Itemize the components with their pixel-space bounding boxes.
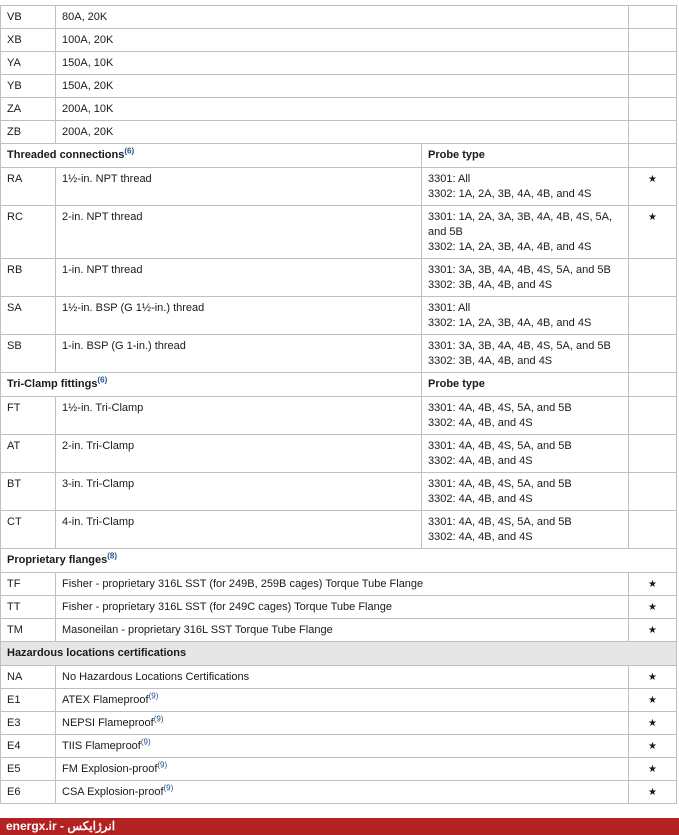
footnote-ref: (8): [107, 551, 118, 561]
star-cell: [629, 6, 677, 29]
code-cell: YB: [1, 75, 56, 98]
probe-type-line: 3301: 1A, 2A, 3A, 3B, 4A, 4B, 4S, 5A,: [428, 211, 613, 223]
table-row: [1, 335, 677, 373]
description-cell: Fisher - proprietary 316L SST (for 249B, 259B cages) Torque Tube Flange: [56, 573, 629, 596]
section-title: Threaded connections: [7, 149, 125, 161]
star-cell: [629, 259, 677, 297]
code-cell: E6: [1, 781, 56, 804]
description-cell: [56, 689, 629, 712]
section-header: [1, 144, 677, 168]
star-cell: [629, 473, 677, 511]
description-cell: 200A, 20K: [56, 121, 629, 144]
probe-type-line: 3302: 4A, 4B, and 4S: [428, 455, 533, 467]
probe-type-cell: [422, 297, 629, 335]
probe-type-line: 3302: 4A, 4B, and 4S: [428, 531, 533, 543]
code-cell: XB: [1, 29, 56, 52]
probe-type-line: 3302: 1A, 2A, 3B, 4A, 4B, and 4S: [428, 188, 592, 200]
code-cell: E3: [1, 712, 56, 735]
description-cell: 2-in. NPT thread: [56, 206, 422, 259]
probe-type-cell: [422, 511, 629, 549]
star-cell: [629, 373, 677, 397]
star-cell: [629, 297, 677, 335]
table-row: [1, 573, 677, 596]
description-cell: 1½-in. NPT thread: [56, 168, 422, 206]
footnote-ref: (6): [97, 375, 108, 385]
table-row: [1, 98, 677, 121]
table-row: [1, 206, 677, 259]
star-cell: [629, 511, 677, 549]
table-row: [1, 689, 677, 712]
description-cell: [56, 666, 629, 689]
description-cell: 1-in. NPT thread: [56, 259, 422, 297]
description-cell: [56, 758, 629, 781]
code-cell: RA: [1, 168, 56, 206]
star-cell: ★: [629, 206, 677, 259]
section-header-cell: [1, 373, 422, 397]
star-cell: [629, 52, 677, 75]
star-cell: ★: [629, 666, 677, 689]
section-title: Tri-Clamp fittings: [7, 378, 98, 390]
certification-label: CSA Explosion-proof: [62, 786, 164, 798]
code-cell: SA: [1, 297, 56, 335]
star-cell: ★: [629, 573, 677, 596]
table-row: [1, 397, 677, 435]
certification-label: NEPSI Flameproof: [62, 717, 154, 729]
probe-type-line: 3301: 4A, 4B, 4S, 5A, and 5B: [428, 478, 572, 490]
footnote-ref: (9): [163, 783, 174, 793]
code-cell: FT: [1, 397, 56, 435]
probe-type-line: 3302: 4A, 4B, and 4S: [428, 417, 533, 429]
probe-type-line: 3301: 3A, 3B, 4A, 4B, 4S, 5A, and 5B: [428, 264, 611, 276]
table-row: [1, 712, 677, 735]
probe-type-line: 3302: 3B, 4A, 4B, and 4S: [428, 279, 553, 291]
star-cell: [629, 335, 677, 373]
description-cell: 150A, 20K: [56, 75, 629, 98]
description-cell: [56, 712, 629, 735]
table-row: [1, 29, 677, 52]
section-header-cell: [1, 642, 677, 666]
description-cell: 1½-in. BSP (G 1½-in.) thread: [56, 297, 422, 335]
section-header: [1, 549, 677, 573]
table-row: [1, 52, 677, 75]
code-cell: NA: [1, 666, 56, 689]
probe-type-line: 3302: 1A, 2A, 3B, 4A, 4B, and 4S: [428, 317, 592, 329]
description-cell: 100A, 20K: [56, 29, 629, 52]
star-cell: [629, 29, 677, 52]
table-row: [1, 435, 677, 473]
code-cell: E1: [1, 689, 56, 712]
code-cell: YA: [1, 52, 56, 75]
star-cell: ★: [629, 735, 677, 758]
code-cell: RC: [1, 206, 56, 259]
code-cell: TT: [1, 596, 56, 619]
footnote-ref: (9): [153, 714, 164, 724]
star-cell: [629, 75, 677, 98]
probe-type-cell: [422, 259, 629, 297]
code-cell: TM: [1, 619, 56, 642]
table-row: [1, 619, 677, 642]
certification-label: FM Explosion-proof: [62, 763, 158, 775]
star-cell: ★: [629, 781, 677, 804]
probe-type-line: 3301: 4A, 4B, 4S, 5A, and 5B: [428, 516, 572, 528]
code-cell: CT: [1, 511, 56, 549]
certification-label: TIIS Flameproof: [62, 740, 141, 752]
description-cell: [56, 781, 629, 804]
probe-type-cell: [422, 435, 629, 473]
description-cell: 1½-in. Tri-Clamp: [56, 397, 422, 435]
probe-type-line: 3301: All: [428, 173, 471, 185]
star-cell: [629, 144, 677, 168]
probe-type-header: Probe type: [422, 373, 629, 397]
description-cell: 80A, 20K: [56, 6, 629, 29]
description-cell: Masoneilan - proprietary 316L SST Torque Tube Flange: [56, 619, 629, 642]
table-row: [1, 758, 677, 781]
section-header: [1, 373, 677, 397]
code-cell: ZB: [1, 121, 56, 144]
probe-type-cell: [422, 168, 629, 206]
star-cell: [629, 121, 677, 144]
description-cell: Fisher - proprietary 316L SST (for 249C cages) Torque Tube Flange: [56, 596, 629, 619]
probe-type-line: 3302: 3B, 4A, 4B, and 4S: [428, 355, 553, 367]
star-cell: ★: [629, 596, 677, 619]
table-row: [1, 511, 677, 549]
star-cell: ★: [629, 689, 677, 712]
table-row: [1, 121, 677, 144]
star-cell: ★: [629, 619, 677, 642]
footer-text: energx.ir - انرژایکس: [6, 819, 116, 833]
code-cell: TF: [1, 573, 56, 596]
section-header: [1, 642, 677, 666]
description-cell: 150A, 10K: [56, 52, 629, 75]
table-row: [1, 596, 677, 619]
description-cell: 200A, 10K: [56, 98, 629, 121]
table-row: [1, 473, 677, 511]
star-cell: ★: [629, 168, 677, 206]
table-row: [1, 6, 677, 29]
star-cell: ★: [629, 712, 677, 735]
table-row: [1, 259, 677, 297]
table-row: [1, 666, 677, 689]
probe-type-cell: [422, 335, 629, 373]
certification-label: ATEX Flameproof: [62, 694, 149, 706]
table-row: [1, 75, 677, 98]
table-row: [1, 168, 677, 206]
probe-type-header: Probe type: [422, 144, 629, 168]
footnote-ref: (9): [148, 691, 159, 701]
certification-label: No Hazardous Locations Certifications: [62, 671, 250, 683]
table-row: [1, 781, 677, 804]
code-cell: BT: [1, 473, 56, 511]
probe-type-cell: [422, 473, 629, 511]
section-title: Proprietary flanges: [7, 554, 108, 566]
probe-type-line: 3301: All: [428, 302, 471, 314]
footnote-ref: (6): [124, 146, 135, 156]
star-cell: ★: [629, 758, 677, 781]
code-cell: E5: [1, 758, 56, 781]
probe-type-line: 3301: 4A, 4B, 4S, 5A, and 5B: [428, 402, 572, 414]
probe-type-line: 3301: 3A, 3B, 4A, 4B, 4S, 5A, and 5B: [428, 340, 611, 352]
code-cell: AT: [1, 435, 56, 473]
code-cell: RB: [1, 259, 56, 297]
probe-type-cell: [422, 397, 629, 435]
table-row: [1, 297, 677, 335]
footnote-ref: (9): [140, 737, 151, 747]
probe-type-line: and 5B: [428, 226, 463, 238]
star-cell: [629, 435, 677, 473]
description-cell: 3-in. Tri-Clamp: [56, 473, 422, 511]
star-cell: [629, 98, 677, 121]
probe-type-cell: [422, 206, 629, 259]
table-row: [1, 735, 677, 758]
description-cell: 1-in. BSP (G 1-in.) thread: [56, 335, 422, 373]
footer-bar: [0, 818, 679, 835]
section-header-cell: [1, 144, 422, 168]
star-cell: [629, 397, 677, 435]
probe-type-line: 3302: 4A, 4B, and 4S: [428, 493, 533, 505]
description-cell: [56, 735, 629, 758]
probe-type-line: 3301: 4A, 4B, 4S, 5A, and 5B: [428, 440, 572, 452]
code-cell: SB: [1, 335, 56, 373]
section-title: Hazardous locations certifications: [7, 647, 187, 659]
section-header-cell: [1, 549, 677, 573]
ordering-table: [0, 5, 677, 804]
code-cell: VB: [1, 6, 56, 29]
code-cell: E4: [1, 735, 56, 758]
footnote-ref: (9): [157, 760, 168, 770]
code-cell: ZA: [1, 98, 56, 121]
description-cell: 2-in. Tri-Clamp: [56, 435, 422, 473]
description-cell: 4-in. Tri-Clamp: [56, 511, 422, 549]
probe-type-line: 3302: 1A, 2A, 3B, 4A, 4B, and 4S: [428, 241, 592, 253]
